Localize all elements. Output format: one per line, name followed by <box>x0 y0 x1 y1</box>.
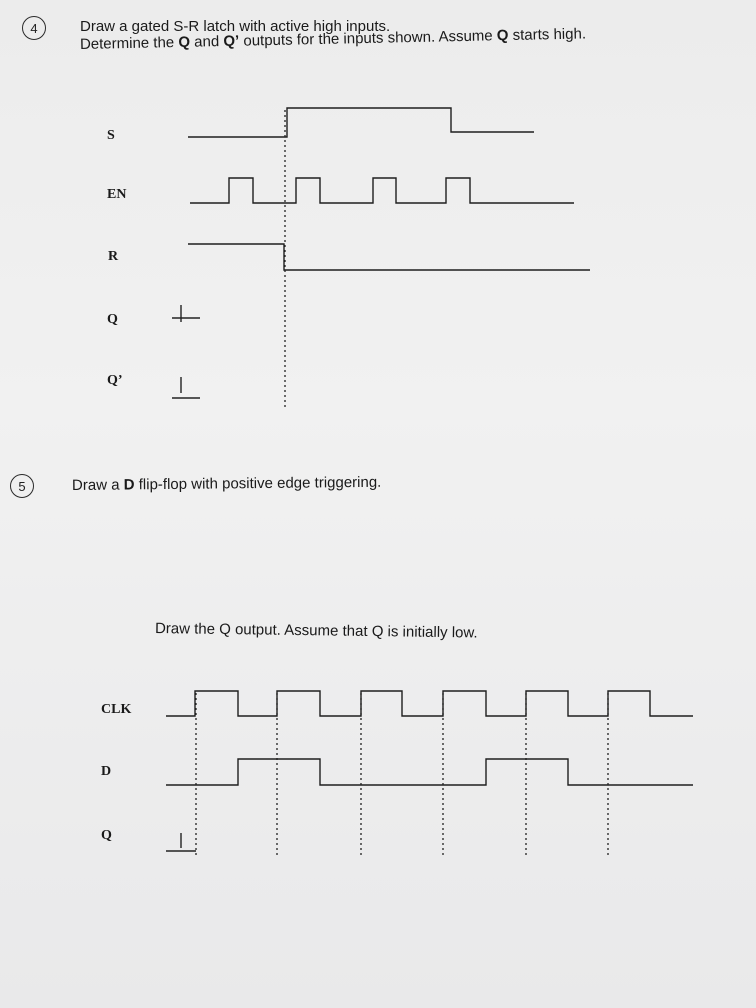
label-q-prime: Q’ <box>107 373 123 388</box>
question-number-4: 4 <box>22 16 46 40</box>
label-clk: CLK <box>101 702 132 717</box>
q-prime-symbol: Q’ <box>223 32 240 50</box>
problem4-line2-end: starts high. <box>508 25 587 45</box>
waveform-s <box>188 108 534 137</box>
problem4-line2-prefix: Determine the <box>79 33 179 53</box>
waveform-r <box>188 244 590 270</box>
label-en: EN <box>107 187 127 202</box>
label-r: R <box>108 249 119 264</box>
q-symbol-2: Q <box>496 27 509 45</box>
label-s: S <box>107 128 115 143</box>
label-q-5: Q <box>101 828 112 843</box>
waveform-clk <box>166 691 693 716</box>
q-symbol: Q <box>178 33 191 51</box>
waveform-d <box>166 759 693 785</box>
question-number-5: 5 <box>10 474 34 498</box>
problem4-line2-mid: and <box>189 32 224 51</box>
d-symbol: D <box>123 476 135 494</box>
problem4-line2-rest: outputs for the inputs shown. Assume <box>239 27 498 50</box>
problem5-instruction: Draw the Q output. Assume that Q is initially low. <box>154 620 478 642</box>
waveform-en <box>190 178 574 203</box>
label-q: Q <box>107 312 118 327</box>
label-d: D <box>101 764 112 779</box>
problem5-line-prefix: Draw a <box>71 476 124 494</box>
problem4-line1: Draw a gated S-R latch with active high inputs. <box>80 18 391 35</box>
problem5-line-rest: flip-flop with positive edge triggering. <box>134 473 382 494</box>
